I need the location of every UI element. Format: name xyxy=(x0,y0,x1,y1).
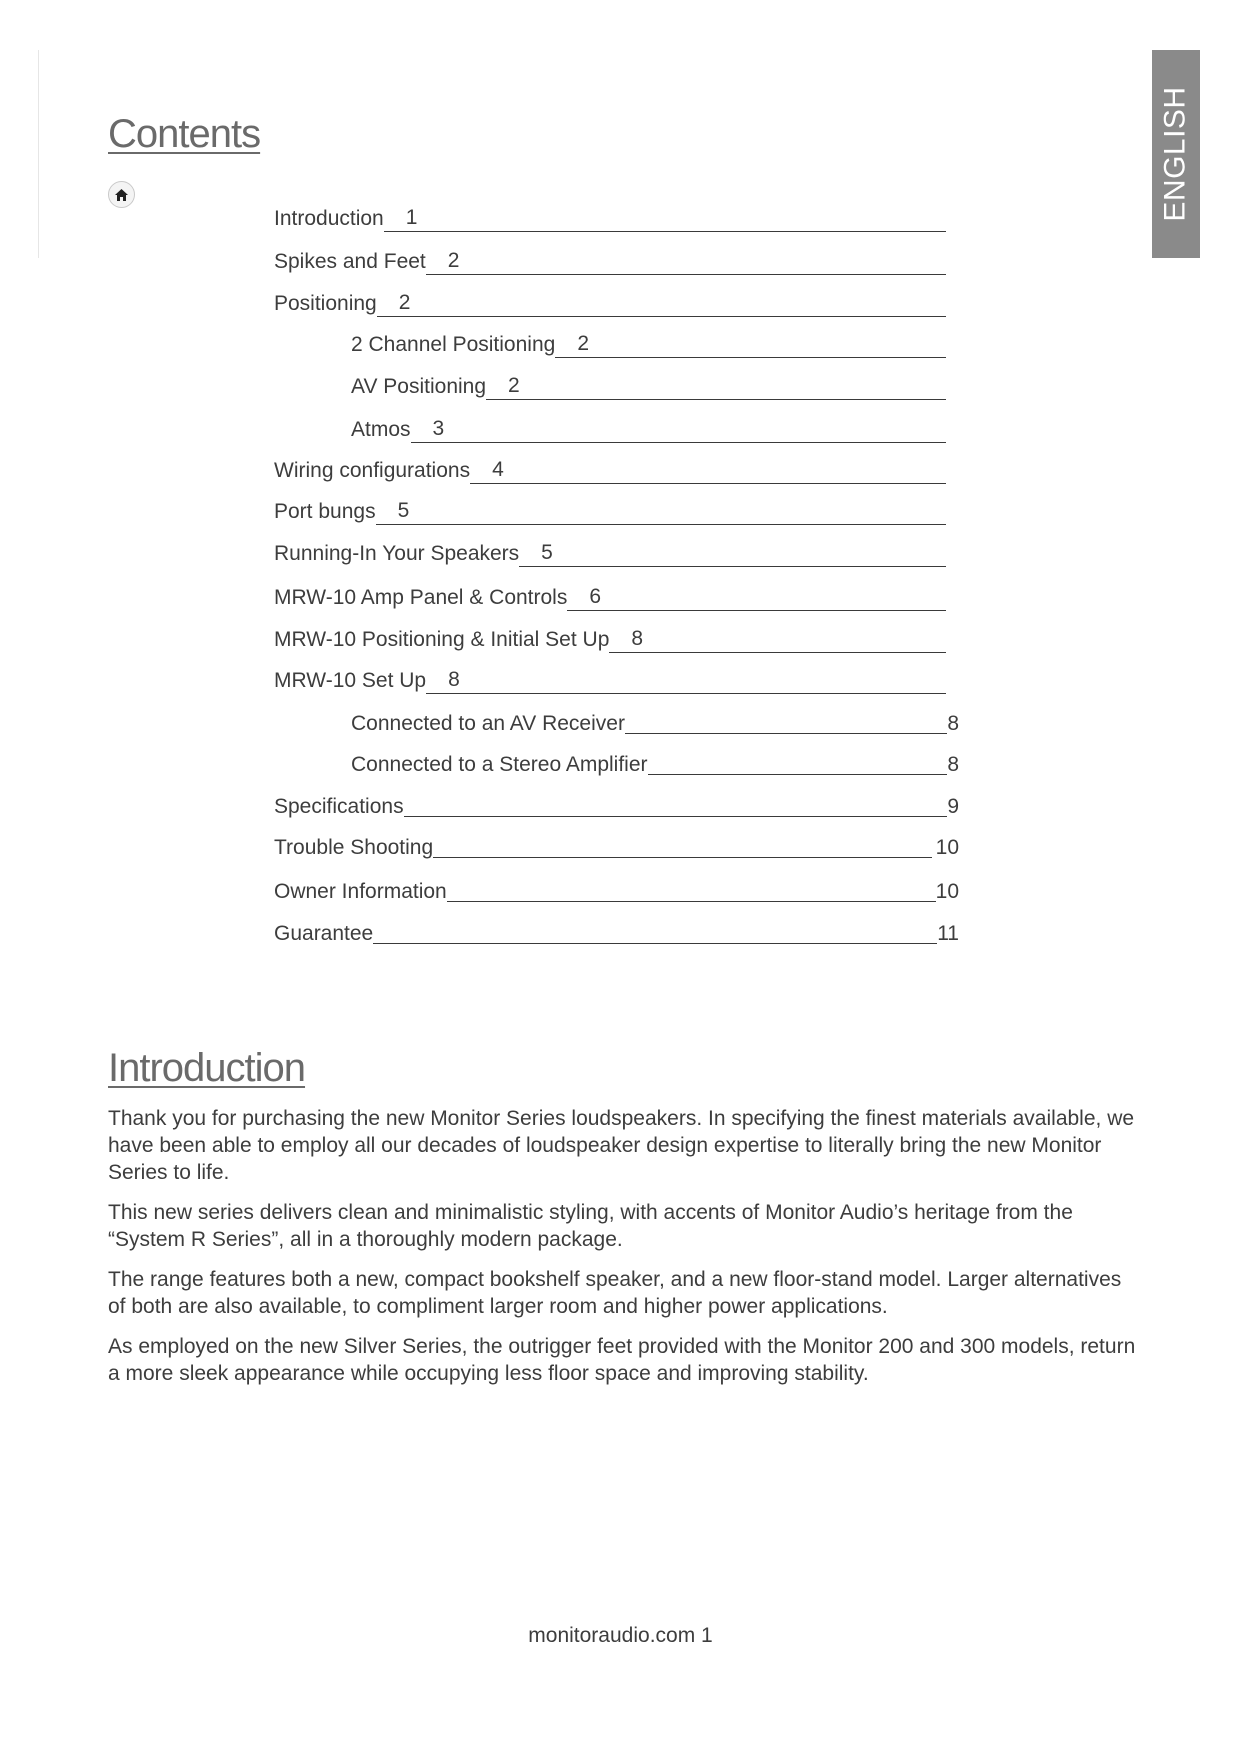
toc-entry-page: 8 xyxy=(947,712,959,735)
intro-paragraph: This new series delivers clean and minimalistic styling, with accents of Monitor Audio’s heritage from the “System R Series”, all in a thoroughly modern package. xyxy=(108,1201,1073,1251)
toc-entry-page: 1 xyxy=(384,205,946,232)
toc-entry-label: Trouble Shooting xyxy=(274,836,434,859)
toc-entry[interactable] xyxy=(274,584,946,611)
toc-entry-label: Port bungs xyxy=(274,500,376,523)
toc-entry-label: Specifications xyxy=(274,795,404,818)
toc-entry-page: 2 xyxy=(486,373,946,400)
toc-entry-page: 3 xyxy=(411,416,946,443)
toc-entry[interactable] xyxy=(274,794,959,820)
toc-leader xyxy=(447,901,936,902)
toc-entry[interactable] xyxy=(274,921,959,947)
language-tab[interactable] xyxy=(1152,50,1200,258)
toc-entry[interactable] xyxy=(274,248,946,275)
toc-entry-page: 9 xyxy=(947,795,959,818)
intro-paragraph: As employed on the new Silver Series, the outrigger feet provided with the Monitor 200 and 300 models, return a more sleek appearance while occupying less floor space and improving stability. xyxy=(108,1335,1136,1385)
toc-entry-page: 10 xyxy=(935,880,959,903)
toc-entry-page: 4 xyxy=(470,457,946,484)
toc-entry-label: Owner Information xyxy=(274,880,447,903)
toc-entry[interactable] xyxy=(274,879,959,905)
toc-entry-page: 5 xyxy=(519,540,946,567)
toc-entry-page: 2 xyxy=(555,331,946,358)
toc-entry-page: 10 xyxy=(935,836,959,859)
toc-leader xyxy=(373,943,937,944)
toc-entry-page: 8 xyxy=(947,753,959,776)
toc-leader xyxy=(648,774,948,775)
toc-entry-page: 2 xyxy=(426,248,946,275)
toc-entry-label: Connected to a Stereo Amplifier xyxy=(351,753,648,776)
toc-entry-page: 6 xyxy=(567,584,946,611)
contents-title: Contents xyxy=(108,112,261,156)
toc-leader xyxy=(433,857,931,858)
toc-entry-label: MRW-10 Positioning & Initial Set Up xyxy=(274,628,610,651)
toc-entry-page: 5 xyxy=(376,498,946,525)
toc-entry-label: MRW-10 Amp Panel & Controls xyxy=(274,586,568,609)
toc-entry-label: Running-In Your Speakers xyxy=(274,542,520,565)
toc-entry-label: Atmos xyxy=(351,418,411,441)
toc-leader xyxy=(404,816,948,817)
toc-entry-page: 2 xyxy=(377,290,946,317)
intro-paragraph: The range features both a new, compact bookshelf speaker, and a new floor-stand model. Larger alternatives of both are also available, to compliment larger room and higher power applications. xyxy=(108,1268,1122,1318)
toc-entry-page: 8 xyxy=(609,626,946,653)
toc-entry-page: 8 xyxy=(426,667,946,694)
toc-entry-label: Connected to an AV Receiver xyxy=(351,712,625,735)
toc-entry[interactable] xyxy=(274,667,946,694)
toc-entry-label: Positioning xyxy=(274,292,377,315)
toc-entry-label: Guarantee xyxy=(274,922,374,945)
toc-entry-label: Wiring configurations xyxy=(274,459,471,482)
toc-entry-label: Introduction xyxy=(274,207,384,230)
toc-entry[interactable] xyxy=(351,416,946,443)
toc-entry[interactable] xyxy=(274,835,959,861)
introduction-title: Introduction xyxy=(108,1046,306,1090)
toc-entry[interactable] xyxy=(274,626,946,653)
toc-entry[interactable] xyxy=(351,752,959,778)
toc-entry[interactable] xyxy=(351,373,946,400)
toc-entry[interactable] xyxy=(351,331,946,358)
toc-entry-label: MRW-10 Set Up xyxy=(274,669,427,692)
toc-entry-label: 2 Channel Positioning xyxy=(351,333,556,356)
toc-entry-label: Spikes and Feet xyxy=(274,250,426,273)
toc-leader xyxy=(625,733,947,734)
toc-entry[interactable] xyxy=(274,290,946,317)
intro-paragraph: Thank you for purchasing the new Monitor Series loudspeakers. In specifying the finest materials available, we have been able to employ all our decades of loudspeaker design expertise to literally bring the new Monitor Series to life. xyxy=(108,1107,1135,1184)
introduction-body xyxy=(108,1105,1138,1400)
toc-entry[interactable] xyxy=(274,205,946,232)
toc-entry[interactable] xyxy=(274,457,946,484)
home-icon[interactable] xyxy=(108,181,135,208)
footer-page-label: monitoraudio.com 1 xyxy=(528,1624,713,1647)
toc-entry[interactable] xyxy=(351,711,959,737)
toc-entry[interactable] xyxy=(274,498,946,525)
toc-entry[interactable] xyxy=(274,540,946,567)
toc-entry-label: AV Positioning xyxy=(351,375,487,398)
toc-entry-page: 11 xyxy=(937,922,959,945)
language-tab-label: ENGLISH xyxy=(1159,86,1192,222)
left-margin-rule xyxy=(38,50,39,258)
